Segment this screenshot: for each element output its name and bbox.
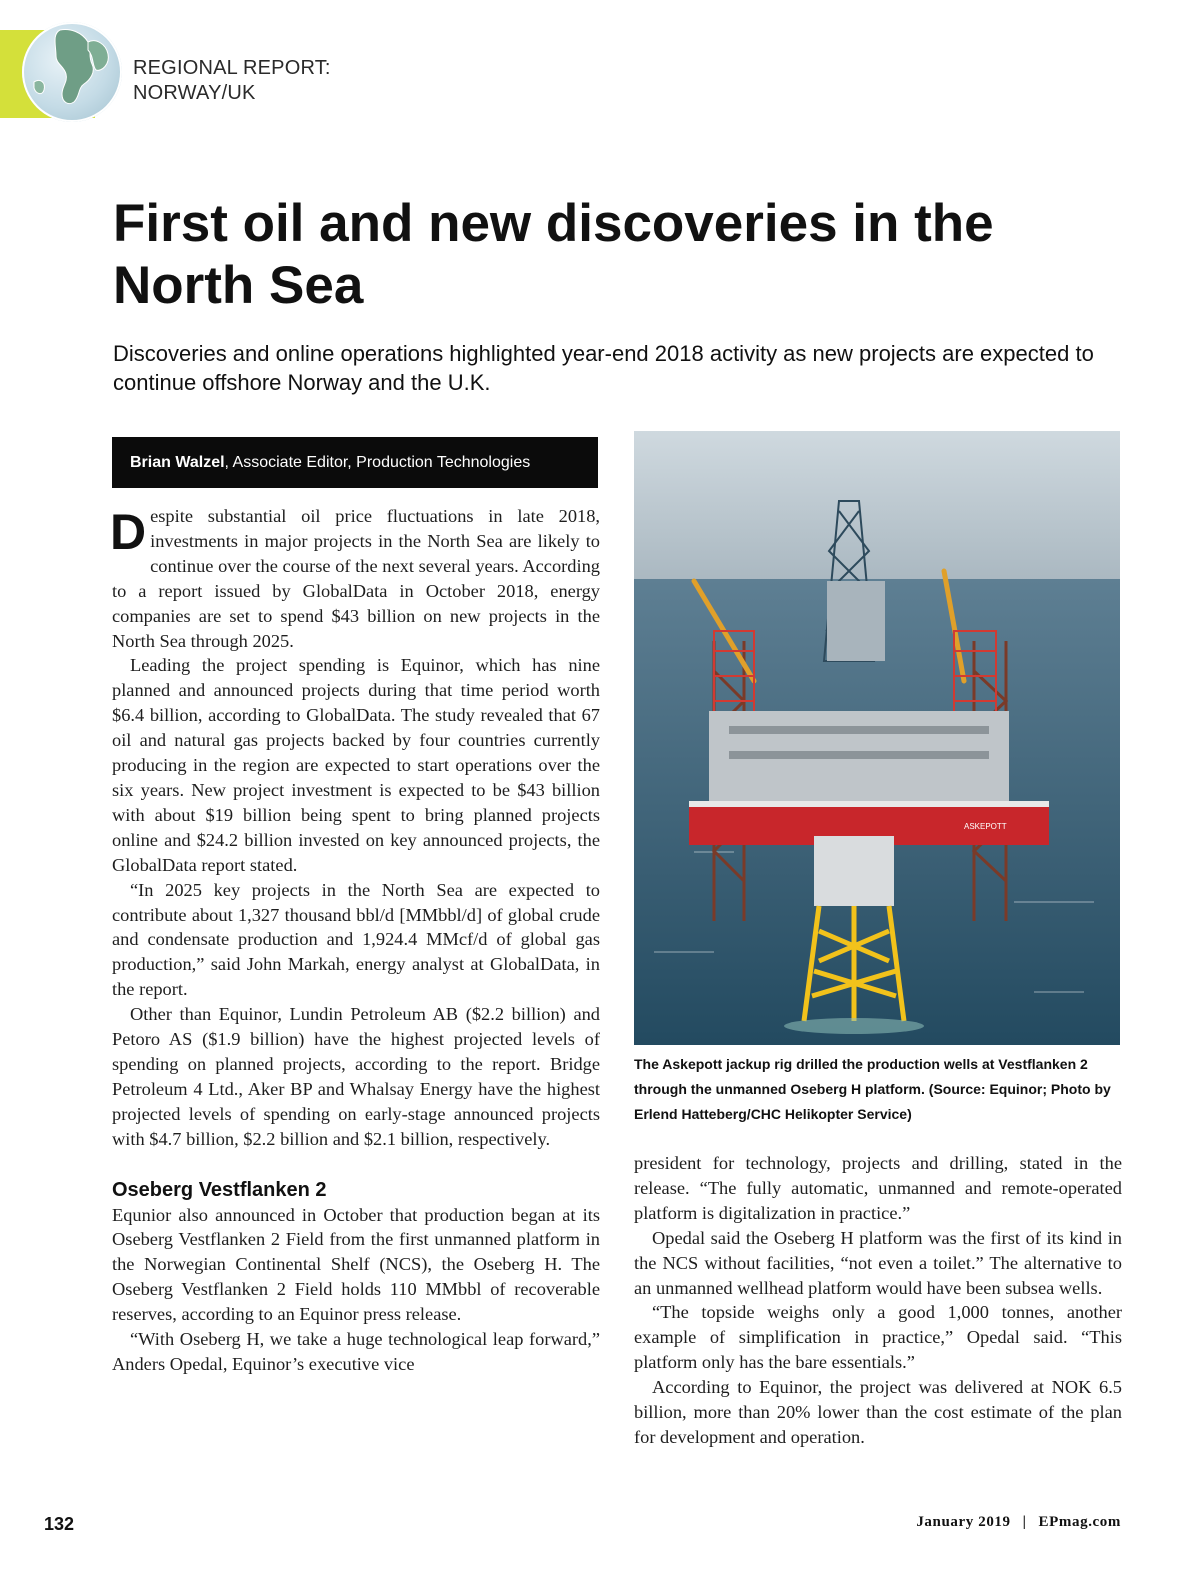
body-paragraph: “The topside weighs only a good 1,000 tonnes, another example of simplification in practice,” Opedal said. “This platform only has the bare essentials.” — [634, 1302, 1122, 1373]
body-paragraph: According to Equinor, the project was delivered at NOK 6.5 billion, more than 20% lower than the cost estimate of the plan for development and operation. — [634, 1377, 1122, 1447]
photo-caption: The Askepott jackup rig drilled the production wells at Vestflanken 2 through the unmanned Oseberg H platform. (Source: Equinor; Photo by Erlend Hatteberg/CHC Helikopter Service) — [634, 1056, 1111, 1122]
body-paragraph: Leading the project spending is Equinor, which has nine planned and announced projects during that time period worth $6.4 billion, according to GlobalData. The study revealed that 67 oil and natural gas projects backed by four countries currently producing in the region are expected to start operations over the six years. New project investment is expected to be $43 billion with about $19 billion being spent to bring planned projects online and $24.2 billion invested on key announced projects, the GlobalData report stated. — [112, 655, 600, 875]
footer-separator: | — [1022, 1514, 1027, 1530]
article-column-right — [634, 1151, 1122, 1450]
author-role: , Associate Editor, Production Technologies — [224, 454, 531, 471]
body-paragraph: “With Oseberg H, we take a huge technological leap forward,” Anders Opedal, Equinor’s executive vice — [112, 1329, 600, 1374]
issue-date: January 2019 — [916, 1514, 1011, 1530]
body-paragraph: Other than Equinor, Lundin Petroleum AB ($2.2 billion) and Petoro AS ($1.9 billion) have the highest projected levels of spending on planned projects, according to the report. Bridge Petroleum 4 Ltd., Aker BP and Whalsay Energy have the highest projected levels of spending on early-stage announced projects with $4.7 billion, $2.2 billion and $2.1 billion, respectively. — [112, 1004, 600, 1149]
section-subhead: Oseberg Vestflanken 2 — [112, 1178, 327, 1201]
section-label — [133, 56, 331, 106]
article-deck: Discoveries and online operations highlighted year-end 2018 activity as new projects are expected to continue offshore Norway and the U.K. — [113, 341, 1094, 395]
rig-photo — [634, 431, 1120, 1045]
body-paragraph: president for technology, projects and drilling, stated in the release. “The fully automatic, unmanned and remote-operated platform is digitalization in practice.” — [634, 1153, 1122, 1223]
photo-sky — [634, 431, 1120, 581]
article-headline: First oil and new discoveries in the North Sea — [113, 194, 994, 315]
site-link[interactable]: EPmag.com — [1038, 1514, 1121, 1530]
section-label-line2: NORWAY/UK — [133, 82, 256, 104]
byline-bar — [112, 437, 598, 488]
globe-map-icon — [22, 22, 122, 122]
author-name: Brian Walzel — [130, 454, 225, 471]
oseberg-h-topside — [814, 836, 894, 906]
body-paragraph: Opedal said the Oseberg H platform was the first of its kind in the NCS without facilities, “not even a toilet.” The alternative to an unmanned wellhead platform would have been subsea wells. — [634, 1227, 1122, 1298]
body-paragraph: Equnior also announced in October that production began at its Oseberg Vestflanken 2 Field from the first unmanned platform in the Norwegian Continental Shelf (NCS), the Oseberg H. The Oseberg Vestflanken 2 Field holds 110 MMbbl of recoverable reserves, according to an Equinor press release. — [112, 1204, 600, 1325]
page-number: 132 — [44, 1514, 75, 1534]
rig-name-text: ASKEPOTT — [964, 822, 1007, 831]
drop-cap: D — [110, 504, 147, 560]
body-paragraph — [112, 504, 600, 653]
footer-issue-info — [916, 1514, 1121, 1531]
section-label-line1: REGIONAL REPORT: — [133, 57, 331, 79]
derrick-cladding — [827, 581, 885, 661]
body-paragraph: “In 2025 key projects in the North Sea are expected to contribute about 1,327 thousand bbl/d [MMbbl/d] of global crude and condensate production and 1,924.4 MMcf/d of global gas production,” said John Markah, energy analyst at GlobalData, in the report. — [112, 879, 600, 1000]
body-paragraph-text: espite substantial oil price fluctuations in late 2018, investments in major projects in the North Sea are likely to continue over the course of the next several years. According to a report issued by GlobalData in October 2018, energy companies are set to spend $43 billion on new projects in the North Sea through 2025. — [112, 506, 600, 651]
article-column-left — [112, 504, 600, 1377]
